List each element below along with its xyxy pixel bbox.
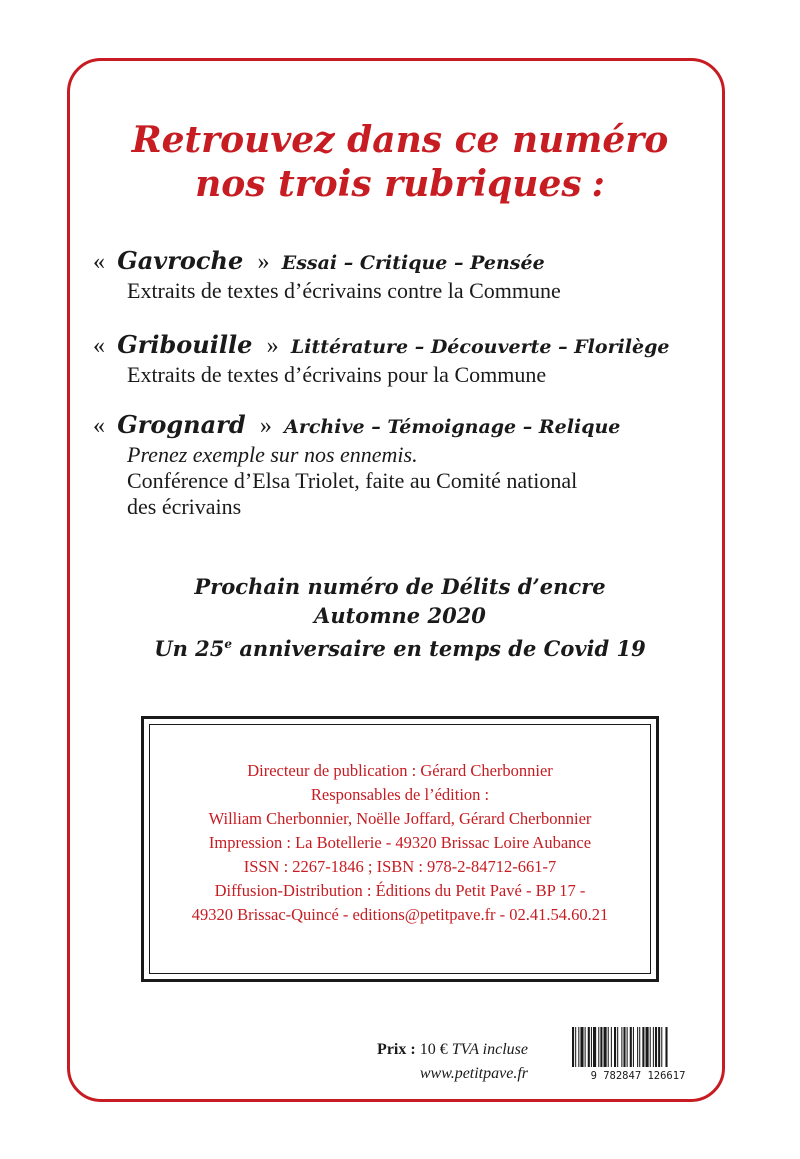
open-quote: « xyxy=(93,413,105,439)
next-issue-line-3: Un 25e anniversaire en temps de Covid 19 xyxy=(154,636,646,661)
next-issue-line-2: Automne 2020 xyxy=(314,603,486,628)
rubric-name: Gribouille xyxy=(117,330,253,359)
barcode-bar xyxy=(646,1027,649,1067)
barcode-bar xyxy=(665,1027,667,1067)
rubric-gribouille xyxy=(93,330,733,388)
rubric-description: Extraits de textes d’écrivains pour la Commune xyxy=(127,362,547,387)
credits-box xyxy=(141,716,659,982)
rubric-description: Extraits de textes d’écrivains contre la Commune xyxy=(127,278,561,303)
title-line-2: nos trois rubriques : xyxy=(195,163,605,205)
price-line xyxy=(377,1038,528,1062)
credits-line: Responsables de l’édition : xyxy=(310,785,490,804)
barcode-bar xyxy=(639,1027,640,1067)
price-block xyxy=(377,1038,528,1086)
credits-line: 49320 Brissac-Quincé - editions@petitpave.fr - 02.41.54.60.21 xyxy=(191,905,609,924)
barcode-bar xyxy=(653,1027,654,1067)
barcode-bar xyxy=(621,1027,622,1067)
rubric-description: Conférence d’Elsa Triolet, faite au Comité national xyxy=(127,468,578,493)
barcode-bar xyxy=(658,1027,660,1067)
rubric-heading xyxy=(93,246,733,278)
rubric-gavroche xyxy=(93,246,733,304)
barcode-bar xyxy=(630,1027,632,1067)
rubric-tags: Littérature – Découverte – Florilège xyxy=(290,336,670,358)
barcode-bar xyxy=(608,1027,609,1067)
barcode-bar xyxy=(593,1027,596,1067)
close-quote: » xyxy=(257,249,270,275)
page-title xyxy=(0,118,800,206)
rubric-heading xyxy=(93,330,733,362)
price-tax: TVA incluse xyxy=(451,1041,528,1058)
barcode-bar xyxy=(623,1027,625,1067)
website-link[interactable]: www.petitpave.fr xyxy=(419,1065,528,1082)
credits-text xyxy=(144,759,656,927)
barcode-bar xyxy=(588,1027,590,1067)
barcode-bar xyxy=(614,1027,616,1067)
rubric-heading xyxy=(93,410,733,442)
next-issue-line-1: Prochain numéro de Délits d’encre xyxy=(194,574,606,599)
open-quote: « xyxy=(93,249,105,275)
next-issue xyxy=(0,572,800,663)
barcode-bar xyxy=(575,1027,576,1067)
rubric-tags: Archive – Témoignage – Relique xyxy=(284,416,621,438)
barcode-bar xyxy=(604,1027,607,1067)
rubric-description-cont: des écrivains xyxy=(127,494,242,519)
barcode-bar xyxy=(637,1027,638,1067)
credits-line: Diffusion-Distribution : Éditions du Petit Pavé - BP 17 - xyxy=(214,881,586,900)
barcode-bar xyxy=(650,1027,651,1067)
title-colon: : xyxy=(591,163,605,205)
barcode xyxy=(566,1024,710,1082)
title-line-1: Retrouvez dans ce numéro xyxy=(131,119,669,161)
credits-line: William Cherbonnier, Noëlle Joffard, Gérard Cherbonnier xyxy=(208,809,592,828)
barcode-bar xyxy=(598,1027,599,1067)
price-amount: 10 € xyxy=(419,1041,448,1058)
credits-line: ISSN : 2267-1846 ; ISBN : 978-2-84712-661-7 xyxy=(243,857,557,876)
rubric-tags: Essai – Critique – Pensée xyxy=(281,252,545,274)
credits-line: Impression : La Botellerie - 49320 Brissac Loire Aubance xyxy=(208,833,592,852)
open-quote: « xyxy=(93,333,105,359)
barcode-bar xyxy=(585,1027,586,1067)
barcode-bar xyxy=(642,1027,644,1067)
barcode-bar xyxy=(617,1027,618,1067)
barcode-bar xyxy=(572,1027,574,1067)
barcode-bar xyxy=(611,1027,612,1067)
rubric-name: Grognard xyxy=(117,410,246,439)
barcode-bar xyxy=(580,1027,583,1067)
credits-line: Directeur de publication : Gérard Cherbonnier xyxy=(247,761,553,780)
barcode-bar xyxy=(633,1027,634,1067)
barcode-digits: 9 782847 126617 xyxy=(590,1070,686,1082)
rubric-grognard xyxy=(93,410,733,520)
price-label: Prix : xyxy=(377,1041,416,1058)
barcode-bar xyxy=(655,1027,657,1067)
rubric-quote-title: Prenez exemple sur nos ennemis. xyxy=(127,442,418,467)
barcode-bar xyxy=(661,1027,662,1067)
barcode-bar xyxy=(578,1027,579,1067)
rubric-name: Gavroche xyxy=(117,246,244,275)
barcode-bar xyxy=(591,1027,592,1067)
barcode-bar xyxy=(627,1027,628,1067)
close-quote: » xyxy=(259,413,272,439)
barcode-bar xyxy=(600,1027,602,1067)
close-quote: » xyxy=(266,333,279,359)
